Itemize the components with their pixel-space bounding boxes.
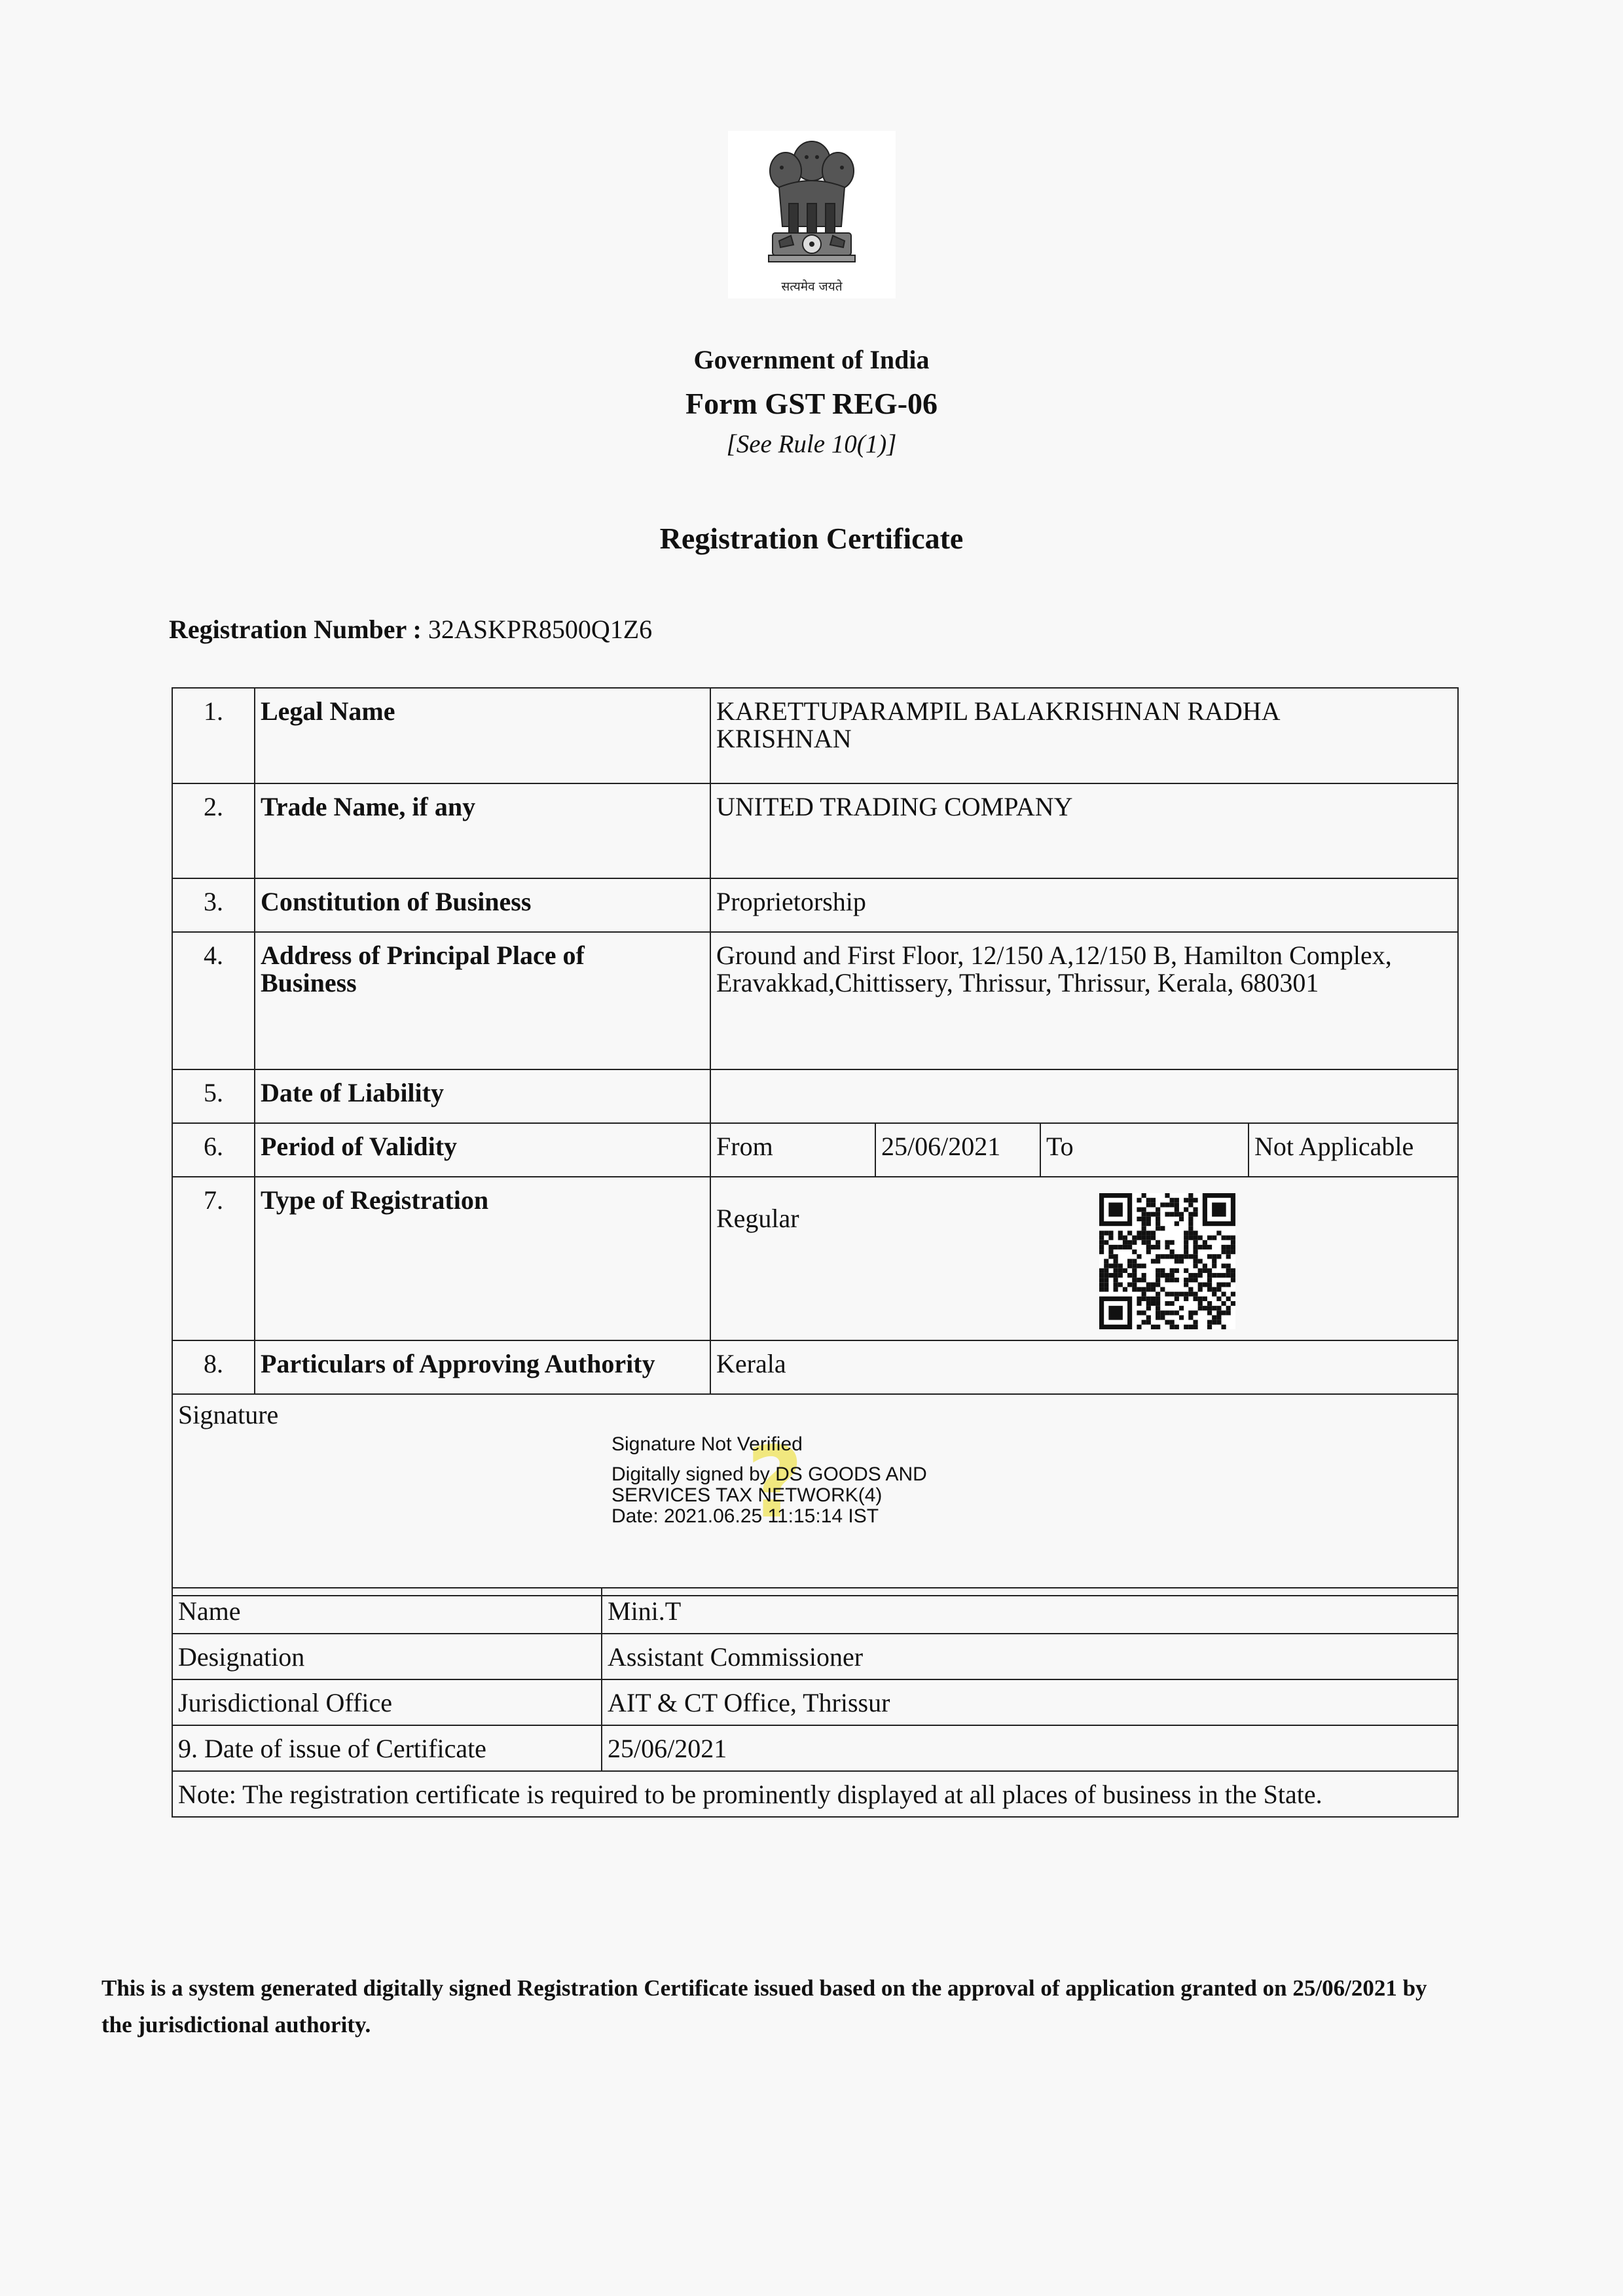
row-number: 5. [172, 1069, 255, 1123]
rule-reference: [See Rule 10(1)] [726, 430, 897, 458]
row-number: 1. [172, 688, 255, 783]
table-row [172, 932, 1458, 1069]
row-number: 3. [172, 878, 255, 932]
signature-cell [172, 1394, 1458, 1596]
type-of-registration-label: Type of Registration [255, 1177, 710, 1340]
legal-name-line: KRISHNAN [716, 724, 852, 753]
row-number: 8. [172, 1340, 255, 1394]
table-row [172, 878, 1458, 932]
system-generated-notice [101, 1970, 1529, 2043]
signature-signer-line: SERVICES TAX NETWORK(4) [611, 1484, 883, 1506]
table-row [172, 1177, 1458, 1340]
period-of-validity-label: Period of Validity [255, 1123, 710, 1177]
registration-details-table [172, 687, 1459, 1596]
table-row [172, 1679, 1458, 1725]
address-value [710, 932, 1458, 1069]
validity-to-value: Not Applicable [1249, 1123, 1458, 1177]
legal-name-label: Legal Name [255, 688, 710, 783]
row-number: 4. [172, 932, 255, 1069]
table-row [172, 1725, 1458, 1771]
signature-signer-line: Digitally signed by DS GOODS AND [611, 1463, 927, 1485]
approving-authority-label: Particulars of Approving Authority [255, 1340, 710, 1394]
officer-details-table [172, 1587, 1459, 1818]
registration-number-label: Registration Number : [169, 615, 422, 644]
table-row [172, 1771, 1458, 1817]
government-heading: Government of India [693, 345, 930, 374]
jurisdictional-office-label: Jurisdictional Office [172, 1679, 602, 1725]
notice-line: the jurisdictional authority. [101, 2012, 371, 2037]
jurisdictional-office-value: AIT & CT Office, Thrissur [602, 1679, 1458, 1725]
constitution-value: Proprietorship [710, 878, 1458, 932]
date-of-issue-label: 9. Date of issue of Certificate [172, 1725, 602, 1771]
row-number: 2. [172, 783, 255, 878]
form-title: Form GST REG-06 [685, 387, 938, 420]
table-row [172, 1069, 1458, 1123]
signature-status: Signature Not Verified [611, 1433, 803, 1455]
approving-authority-value: Kerala [710, 1340, 1458, 1394]
legal-name-line: KARETTUPARAMPIL BALAKRISHNAN RADHA [716, 696, 1281, 726]
table-row [172, 1588, 1458, 1634]
address-label-line: Business [261, 968, 357, 997]
digital-signature-stamp [611, 1434, 927, 1527]
row-number: 7. [172, 1177, 255, 1340]
validity-from-label: From [710, 1123, 875, 1177]
address-label [255, 932, 710, 1069]
constitution-label: Constitution of Business [255, 878, 710, 932]
notice-line: This is a system generated digitally signed Registration Certificate issued based on the approval of application granted on 25/06/2021 by [101, 1975, 1427, 2001]
qr-code-icon [1099, 1193, 1235, 1329]
display-note: Note: The registration certificate is required to be prominently displayed at all places of business in the State. [172, 1771, 1458, 1817]
designation-label: Designation [172, 1634, 602, 1679]
date-of-liability-value [710, 1069, 1458, 1123]
type-of-registration-cell [710, 1177, 1458, 1340]
address-line: Ground and First Floor, 12/150 A,12/150 B, Hamilton Complex, [716, 941, 1392, 970]
table-row [172, 1340, 1458, 1394]
table-row [172, 1123, 1458, 1177]
signature-unverified-icon: ? [746, 1426, 804, 1540]
officer-name-label: Name [172, 1588, 602, 1634]
certificate-title: Registration Certificate [659, 522, 964, 555]
validity-to-label: To [1040, 1123, 1249, 1177]
registration-number [169, 614, 652, 645]
trade-name-value: UNITED TRADING COMPANY [710, 783, 1458, 878]
table-row [172, 1634, 1458, 1679]
type-of-registration-value: Regular [716, 1204, 799, 1233]
date-of-liability-label: Date of Liability [255, 1069, 710, 1123]
ashoka-lion-icon [753, 135, 871, 271]
designation-value: Assistant Commissioner [602, 1634, 1458, 1679]
legal-name-value [710, 688, 1458, 783]
registration-number-value: 32ASKPR8500Q1Z6 [428, 615, 653, 644]
table-row [172, 783, 1458, 878]
table-row [172, 688, 1458, 783]
emblem-motto: सत्यमेव जयते [781, 279, 843, 294]
officer-name-value: Mini.T [602, 1588, 1458, 1634]
national-emblem [728, 131, 896, 298]
signature-date: Date: 2021.06.25 11:15:14 IST [611, 1505, 879, 1527]
address-line: Eravakkad,Chittissery, Thrissur, Thrissur, Kerala, 680301 [716, 968, 1319, 997]
address-label-line: Address of Principal Place of [261, 941, 585, 970]
signature-row [172, 1394, 1458, 1596]
date-of-issue-value: 25/06/2021 [602, 1725, 1458, 1771]
signature-label: Signature [178, 1400, 279, 1429]
row-number: 6. [172, 1123, 255, 1177]
validity-from-value: 25/06/2021 [875, 1123, 1040, 1177]
trade-name-label: Trade Name, if any [255, 783, 710, 878]
